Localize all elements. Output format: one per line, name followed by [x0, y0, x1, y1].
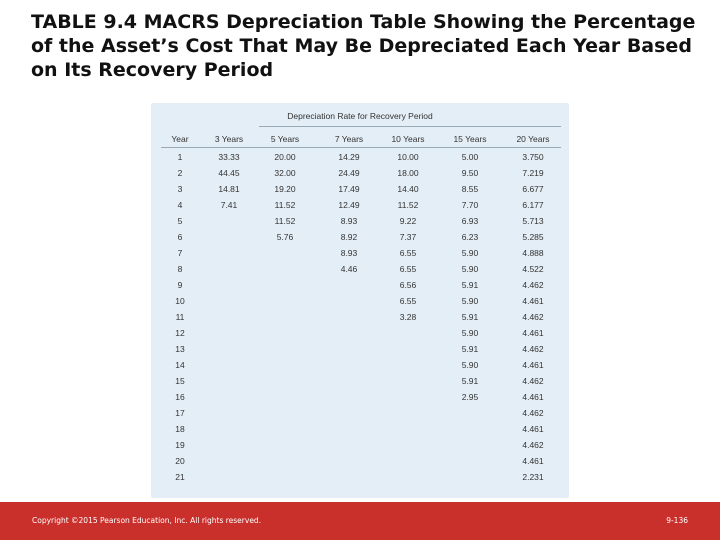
rate-cell: 4.461	[522, 424, 544, 434]
rate-cell: 4.462	[522, 376, 544, 386]
year-cell: 5	[177, 216, 183, 226]
table-row	[151, 309, 569, 325]
header-7-years: 7 Years	[334, 134, 364, 144]
rate-cell	[388, 325, 428, 341]
table-row	[151, 277, 569, 293]
table-row	[151, 389, 569, 405]
rate-cell: 5.76	[276, 232, 294, 242]
table-row	[151, 149, 569, 165]
table-row	[151, 165, 569, 181]
year-cell: 12	[175, 328, 185, 338]
rate-cell	[329, 373, 369, 389]
table-row	[151, 229, 569, 245]
rate-cell: 5.90	[461, 328, 479, 338]
rate-cell: 6.55	[399, 248, 417, 258]
rate-cell: 6.23	[461, 232, 479, 242]
rate-cell	[265, 373, 305, 389]
rate-cell: 4.46	[340, 264, 358, 274]
rate-cell: 5.91	[461, 312, 479, 322]
table-row	[151, 341, 569, 357]
rate-cell: 7.41	[220, 200, 238, 210]
rate-cell	[265, 405, 305, 421]
rate-cell	[209, 389, 249, 405]
caption-divider	[259, 126, 561, 127]
rate-cell	[388, 341, 428, 357]
rate-cell	[329, 277, 369, 293]
rate-cell: 18.00	[397, 168, 419, 178]
rate-cell: 5.00	[461, 152, 479, 162]
rate-cell	[329, 357, 369, 373]
table-row	[151, 437, 569, 453]
rate-cell	[265, 469, 305, 485]
rate-cell	[265, 357, 305, 373]
rate-cell: 3.750	[522, 152, 544, 162]
rate-cell	[388, 357, 428, 373]
rate-cell: 44.45	[218, 168, 240, 178]
copyright-text: Copyright ©2015 Pearson Education, Inc. All rights reserved.	[32, 516, 262, 525]
rate-cell	[209, 213, 249, 229]
rate-cell	[388, 453, 428, 469]
table-header-row	[151, 131, 569, 147]
rate-cell: 6.677	[522, 184, 544, 194]
rate-cell	[265, 341, 305, 357]
rate-cell	[209, 325, 249, 341]
rate-cell: 14.29	[338, 152, 360, 162]
rate-cell: 14.81	[218, 184, 240, 194]
table-row	[151, 469, 569, 485]
table-row	[151, 181, 569, 197]
rate-cell: 12.49	[338, 200, 360, 210]
rate-cell	[388, 437, 428, 453]
rate-cell: 6.55	[399, 296, 417, 306]
year-cell: 9	[177, 280, 183, 290]
rate-cell: 3.28	[399, 312, 417, 322]
rate-cell	[329, 421, 369, 437]
rate-cell	[450, 405, 490, 421]
rate-cell: 8.55	[461, 184, 479, 194]
rate-cell: 19.20	[274, 184, 296, 194]
rate-cell: 11.52	[274, 200, 296, 210]
rate-cell	[265, 309, 305, 325]
rate-cell	[209, 373, 249, 389]
rate-cell	[388, 421, 428, 437]
table-row	[151, 453, 569, 469]
rate-cell	[209, 245, 249, 261]
rate-cell	[209, 309, 249, 325]
footer-bar	[0, 502, 720, 540]
rate-cell: 4.522	[522, 264, 544, 274]
rate-cell	[265, 245, 305, 261]
rate-cell	[265, 437, 305, 453]
rate-cell: 5.91	[461, 376, 479, 386]
rate-cell	[329, 453, 369, 469]
year-cell: 20	[175, 456, 185, 466]
rate-cell: 8.92	[340, 232, 358, 242]
rate-cell: 5.285	[522, 232, 544, 242]
rate-cell: 4.888	[522, 248, 544, 258]
rate-cell: 4.461	[522, 328, 544, 338]
rate-cell: 4.461	[522, 296, 544, 306]
rate-cell: 7.219	[522, 168, 544, 178]
slide-title: TABLE 9.4 MACRS Depreciation Table Showing the Percentage of the Asset’s Cost That May Be Depreciated Each Year Based on Its Recovery Period	[31, 11, 696, 81]
rate-cell: 5.91	[461, 280, 479, 290]
rate-cell: 4.462	[522, 280, 544, 290]
rate-cell	[265, 325, 305, 341]
rate-cell	[209, 293, 249, 309]
rate-cell	[329, 309, 369, 325]
rate-cell: 32.00	[274, 168, 296, 178]
rate-cell	[209, 405, 249, 421]
rate-cell: 14.40	[397, 184, 419, 194]
rate-cell: 5.90	[461, 296, 479, 306]
table-row	[151, 293, 569, 309]
rate-cell: 9.22	[399, 216, 417, 226]
rate-cell: 6.177	[522, 200, 544, 210]
header-5-years: 5 Years	[270, 134, 300, 144]
rate-cell: 5.90	[461, 264, 479, 274]
header-10-years: 10 Years	[391, 134, 425, 144]
rate-cell	[209, 469, 249, 485]
header-divider	[161, 147, 561, 148]
year-cell: 10	[175, 296, 185, 306]
year-cell: 14	[175, 360, 185, 370]
header-20-years: 20 Years	[516, 134, 550, 144]
rate-cell	[388, 469, 428, 485]
year-cell: 19	[175, 440, 185, 450]
rate-cell: 5.91	[461, 344, 479, 354]
rate-cell: 8.93	[340, 248, 358, 258]
rate-cell: 11.52	[397, 200, 419, 210]
table-row	[151, 357, 569, 373]
rate-cell: 11.52	[274, 216, 296, 226]
rate-cell	[450, 421, 490, 437]
rate-cell	[265, 421, 305, 437]
year-cell: 8	[177, 264, 183, 274]
rate-cell	[329, 389, 369, 405]
rate-cell	[450, 437, 490, 453]
rate-cell	[329, 469, 369, 485]
year-cell: 6	[177, 232, 183, 242]
rate-cell	[209, 341, 249, 357]
year-cell: 2	[177, 168, 183, 178]
rate-cell: 4.462	[522, 440, 544, 450]
rate-cell: 5.713	[522, 216, 544, 226]
rate-cell: 4.461	[522, 392, 544, 402]
rate-cell	[265, 277, 305, 293]
year-cell: 15	[175, 376, 185, 386]
rate-cell	[388, 389, 428, 405]
rate-cell: 2.95	[461, 392, 479, 402]
table-row	[151, 213, 569, 229]
rate-cell	[265, 261, 305, 277]
year-cell: 4	[177, 200, 183, 210]
year-cell: 17	[175, 408, 185, 418]
rate-cell	[209, 261, 249, 277]
rate-cell	[209, 421, 249, 437]
rate-cell	[329, 293, 369, 309]
rate-cell	[329, 341, 369, 357]
year-cell: 21	[175, 472, 185, 482]
rate-cell	[209, 277, 249, 293]
rate-cell: 6.93	[461, 216, 479, 226]
rate-cell: 4.461	[522, 360, 544, 370]
rate-cell	[450, 469, 490, 485]
rate-cell: 4.462	[522, 312, 544, 322]
rate-cell	[209, 357, 249, 373]
rate-cell: 20.00	[274, 152, 296, 162]
table-row	[151, 245, 569, 261]
year-cell: 13	[175, 344, 185, 354]
table-row	[151, 421, 569, 437]
rate-cell: 5.90	[461, 248, 479, 258]
rate-cell	[388, 405, 428, 421]
rate-cell: 2.231	[522, 472, 544, 482]
table-row	[151, 405, 569, 421]
rate-cell	[329, 325, 369, 341]
table-row	[151, 197, 569, 213]
rate-cell	[450, 453, 490, 469]
rate-cell	[329, 405, 369, 421]
rate-cell	[329, 437, 369, 453]
rate-cell: 7.37	[399, 232, 417, 242]
year-cell: 18	[175, 424, 185, 434]
table-row	[151, 261, 569, 277]
rate-cell	[209, 437, 249, 453]
header-15-years: 15 Years	[453, 134, 487, 144]
rate-cell: 24.49	[338, 168, 360, 178]
rate-cell: 6.55	[399, 264, 417, 274]
rate-cell	[388, 373, 428, 389]
rate-cell: 8.93	[340, 216, 358, 226]
rate-cell	[265, 453, 305, 469]
depreciation-table	[151, 103, 569, 498]
slide-number: 9-136	[666, 516, 688, 525]
rate-cell	[265, 389, 305, 405]
table-row	[151, 373, 569, 389]
rate-cell	[209, 229, 249, 245]
rate-cell: 4.462	[522, 408, 544, 418]
year-cell: 11	[175, 312, 185, 322]
rate-cell: 7.70	[461, 200, 479, 210]
table-caption: Depreciation Rate for Recovery Period	[287, 111, 433, 121]
year-cell: 3	[177, 184, 183, 194]
rate-cell: 10.00	[397, 152, 419, 162]
rate-cell	[265, 293, 305, 309]
rate-cell: 4.461	[522, 456, 544, 466]
rate-cell: 4.462	[522, 344, 544, 354]
rate-cell: 9.50	[461, 168, 479, 178]
rate-cell: 33.33	[218, 152, 240, 162]
rate-cell: 6.56	[399, 280, 417, 290]
rate-cell: 17.49	[338, 184, 360, 194]
rate-cell	[209, 453, 249, 469]
year-cell: 7	[177, 248, 183, 258]
table-row	[151, 325, 569, 341]
header-3-years: 3 Years	[214, 134, 244, 144]
header-year: Year	[171, 134, 189, 144]
year-cell: 1	[177, 152, 183, 162]
rate-cell: 5.90	[461, 360, 479, 370]
year-cell: 16	[175, 392, 185, 402]
